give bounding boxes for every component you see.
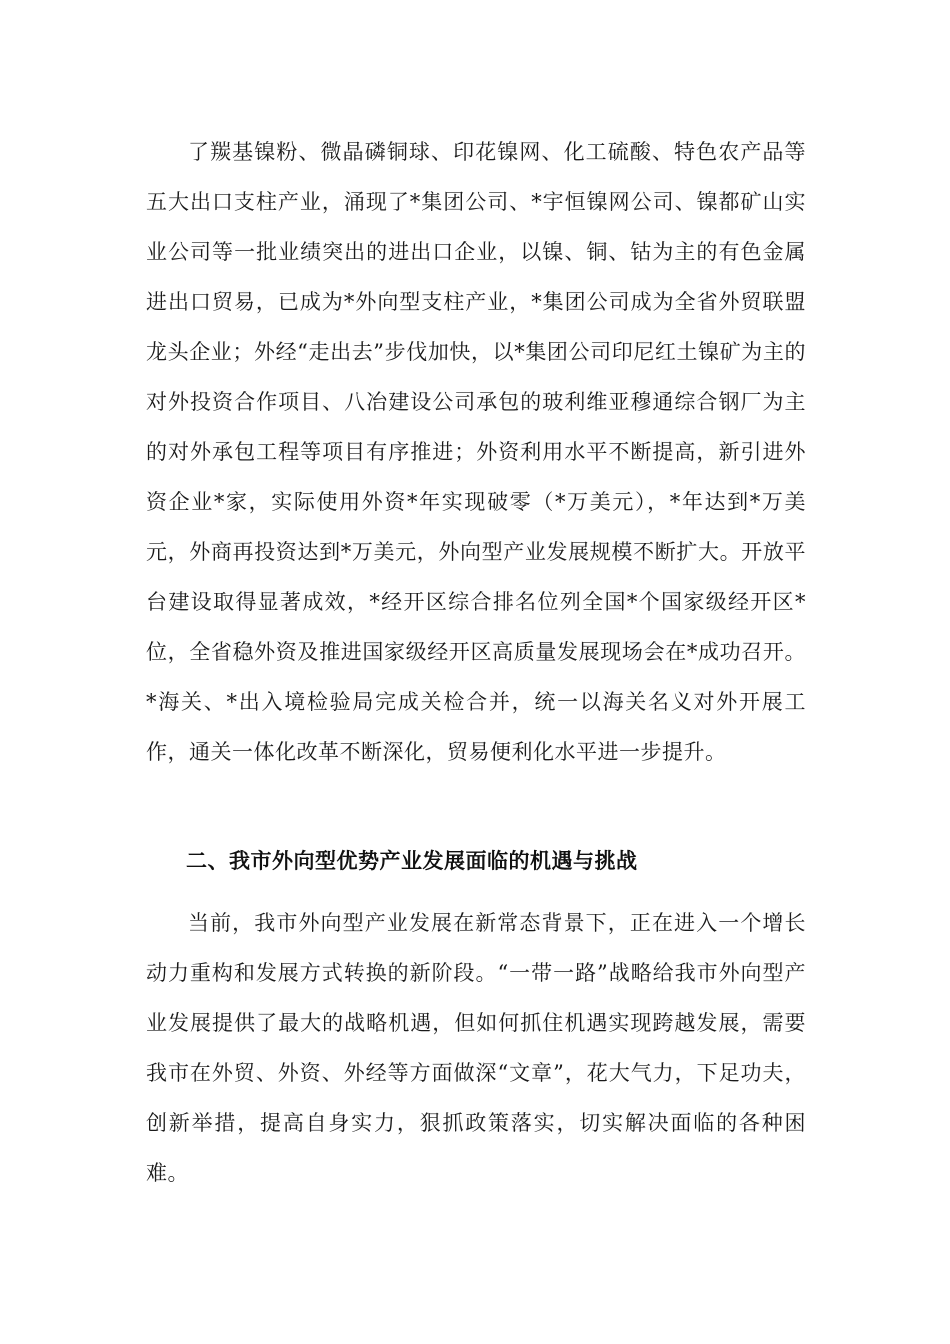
paragraph-continuation: [146, 127, 806, 777]
paragraph-text: 当前，我市外向型产业发展在新常态背景下，正在进入一个增长动力重构和发展方式转换的新阶段。“一带一路”战略给我市外向型产业发展提供了最大的战略机遇，但如何抓住机遇实现跨越发展，需要我市在外贸、外资、外经等方面做深“文章”，花大气力，下足功夫，创新举措，提高自身实力，狠抓政策落实，切实解决面临的各种困难。: [146, 911, 806, 1185]
section-heading: 二、我市外向型优势产业发展面临的机遇与挑战: [186, 849, 638, 873]
paragraph-opportunities: [146, 898, 806, 1198]
paragraph-text: 了羰基镍粉、微晶磷铜球、印花镍网、化工硫酸、特色农产品等五大出口支柱产业，涌现了*集团公司、*宇恒镍网公司、镍都矿山实业公司等一批业绩突出的进出口企业，以镍、铜、钴为主的有色金属进出口贸易，已成为*外向型支柱产业，*集团公司成为全省外贸联盟龙头企业；外经“走出去”步伐加快，以*集团公司印尼红土镍矿为主的对外投资合作项目、八冶建设公司承包的玻利维亚穆通综合钢厂为主的对外承包工程等项目有序推进；外资利用水平不断提高，新引进外资企业*家，实际使用外资*年实现破零（*万美元），*年达到*万美元，外商再投资达到*万美元，外向型产业发展规模不断扩大。开放平台建设取得显著成效，*经开区综合排名位列全国*个国家级经开区*位，全省稳外资及推进国家级经开区高质量发展现场会在*成功召开。*海关、*出入境检验局完成关检合并，统一以海关名义对外开展工作，通关一体化改革不断深化，贸易便利化水平进一步提升。: [146, 140, 806, 764]
